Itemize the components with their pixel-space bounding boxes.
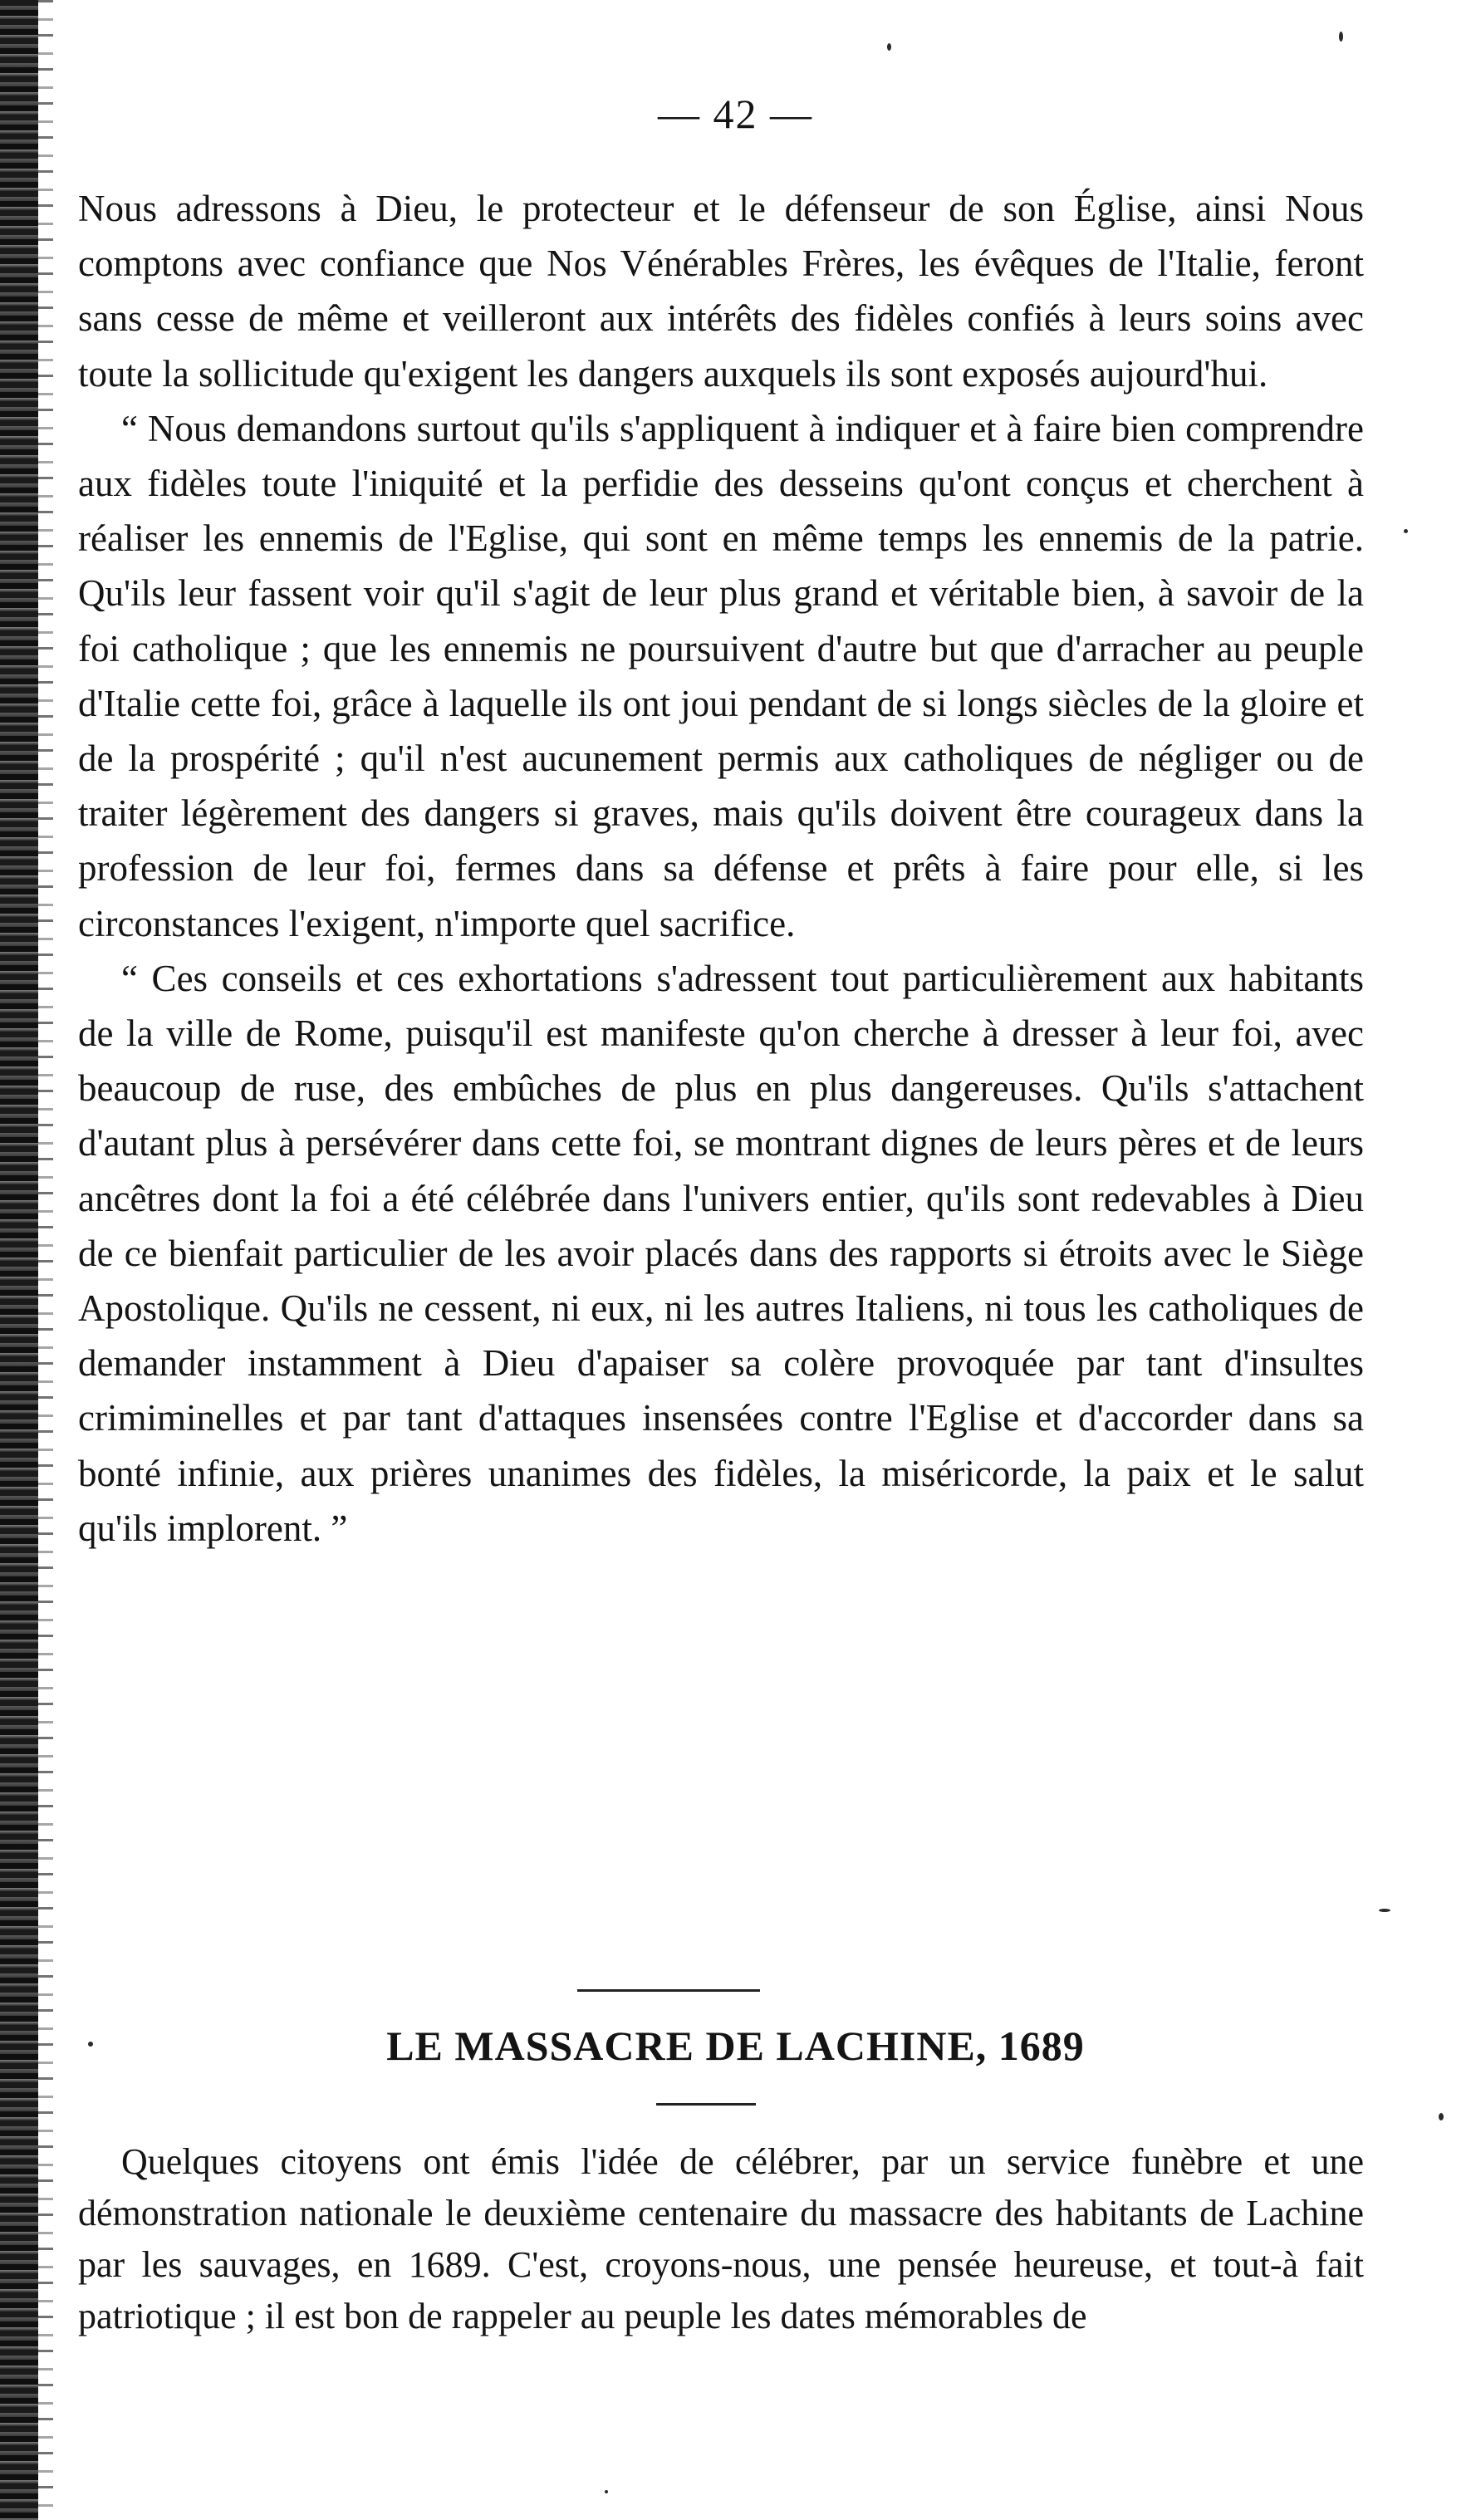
quote-paragraph-2: “ Nous demandons surtout qu'ils s'appliquent à indiquer et à faire bien comprendre aux fidèles toute l'iniquité et la perfidie des desseins qu'ont conçus et cherchent à réaliser les ennemis de l'Eglise, qui sont en même temps les ennemis de la patrie. Qu'ils leur fassent voir qu'il s'agit de leur plus grand et véritable bien, à savoir de la foi catholique ; que les ennemis ne poursuivent d'autre but que d'arracher au peuple d'Italie cette foi, grâce à laquelle ils ont joui pendant de si longs siècles de la gloire et de la prospérité ; qu'il n'est aucunement permis aux catholiques de négliger ou de traiter légèrement des dangers si graves, mais qu'ils doivent être courageux dans la profession de leur foi, fermes dans sa défense et prêts à faire pour elle, si les circonstances l'exigent, n'importe quel sacrifice. <box>78 407 1364 944</box>
print-speck <box>1404 529 1408 533</box>
binding-edge-texture <box>38 0 53 2520</box>
print-speck <box>1379 1909 1390 1912</box>
book-binding-shadow <box>0 0 38 2520</box>
print-speck <box>605 2490 608 2493</box>
quoted-letter-text <box>78 181 1364 1556</box>
section-divider-rule <box>577 1989 760 1992</box>
print-speck <box>1439 2113 1444 2120</box>
print-speck <box>887 43 891 51</box>
section-heading: LE MASSACRE DE LACHINE, 1689 <box>386 2022 1085 2069</box>
print-speck <box>1339 32 1343 42</box>
page-number: — 42 — <box>658 91 813 137</box>
article-text <box>78 2136 1364 2342</box>
quote-paragraph-1: Nous adressons à Dieu, le protecteur et le défenseur de son Église, ainsi Nous comptons avec confiance que Nos Vénérables Frères, les évêques de l'Italie, feront sans cesse de même et veilleront aux intérêts des fidèles confiés à leurs soins avec toute la sollicitude qu'exigent les dangers auxquels ils sont exposés aujourd'hui. <box>78 188 1364 395</box>
quote-paragraph-3: “ Ces conseils et ces exhortations s'adressent tout particulièrement aux habitants de la ville de Rome, puisqu'il est manifeste qu'on cherche à dresser à leur foi, avec beaucoup de ruse, des embûches de plus en plus dangereuses. Qu'ils s'attachent d'autant plus à persévérer dans cette foi, se montrant dignes de leurs pères et de leurs ancêtres dont la foi a été célébrée dans l'univers entier, qu'ils sont redevables à Dieu de ce bienfait particulier de les avoir placés dans des rapports si étroits avec le Siège Apostolique. Qu'ils ne cessent, ni eux, ni les autres Italiens, ni tous les catholiques de demander instamment à Dieu d'apaiser sa colère provoquée par tant d'insultes crimiminelles et par tant d'attaques insensées contre l'Eglise et d'accorder dans sa bonté infinie, aux prières unanimes des fidèles, la miséricorde, la paix et le salut qu'ils implorent. ” <box>78 957 1364 1549</box>
article-paragraph-1: Quelques citoyens ont émis l'idée de célébrer, par un service funèbre et une démonstration nationale le deuxième centenaire du massacre des habitants de Lachine par les sauvages, en 1689. C'est, croyons-nous, une pensée heureuse, et tout-à fait patriotique ; il est bon de rappeler au peuple les dates mémorables de <box>78 2141 1364 2336</box>
heading-underline-rule <box>656 2103 756 2106</box>
print-speck <box>88 2042 93 2047</box>
